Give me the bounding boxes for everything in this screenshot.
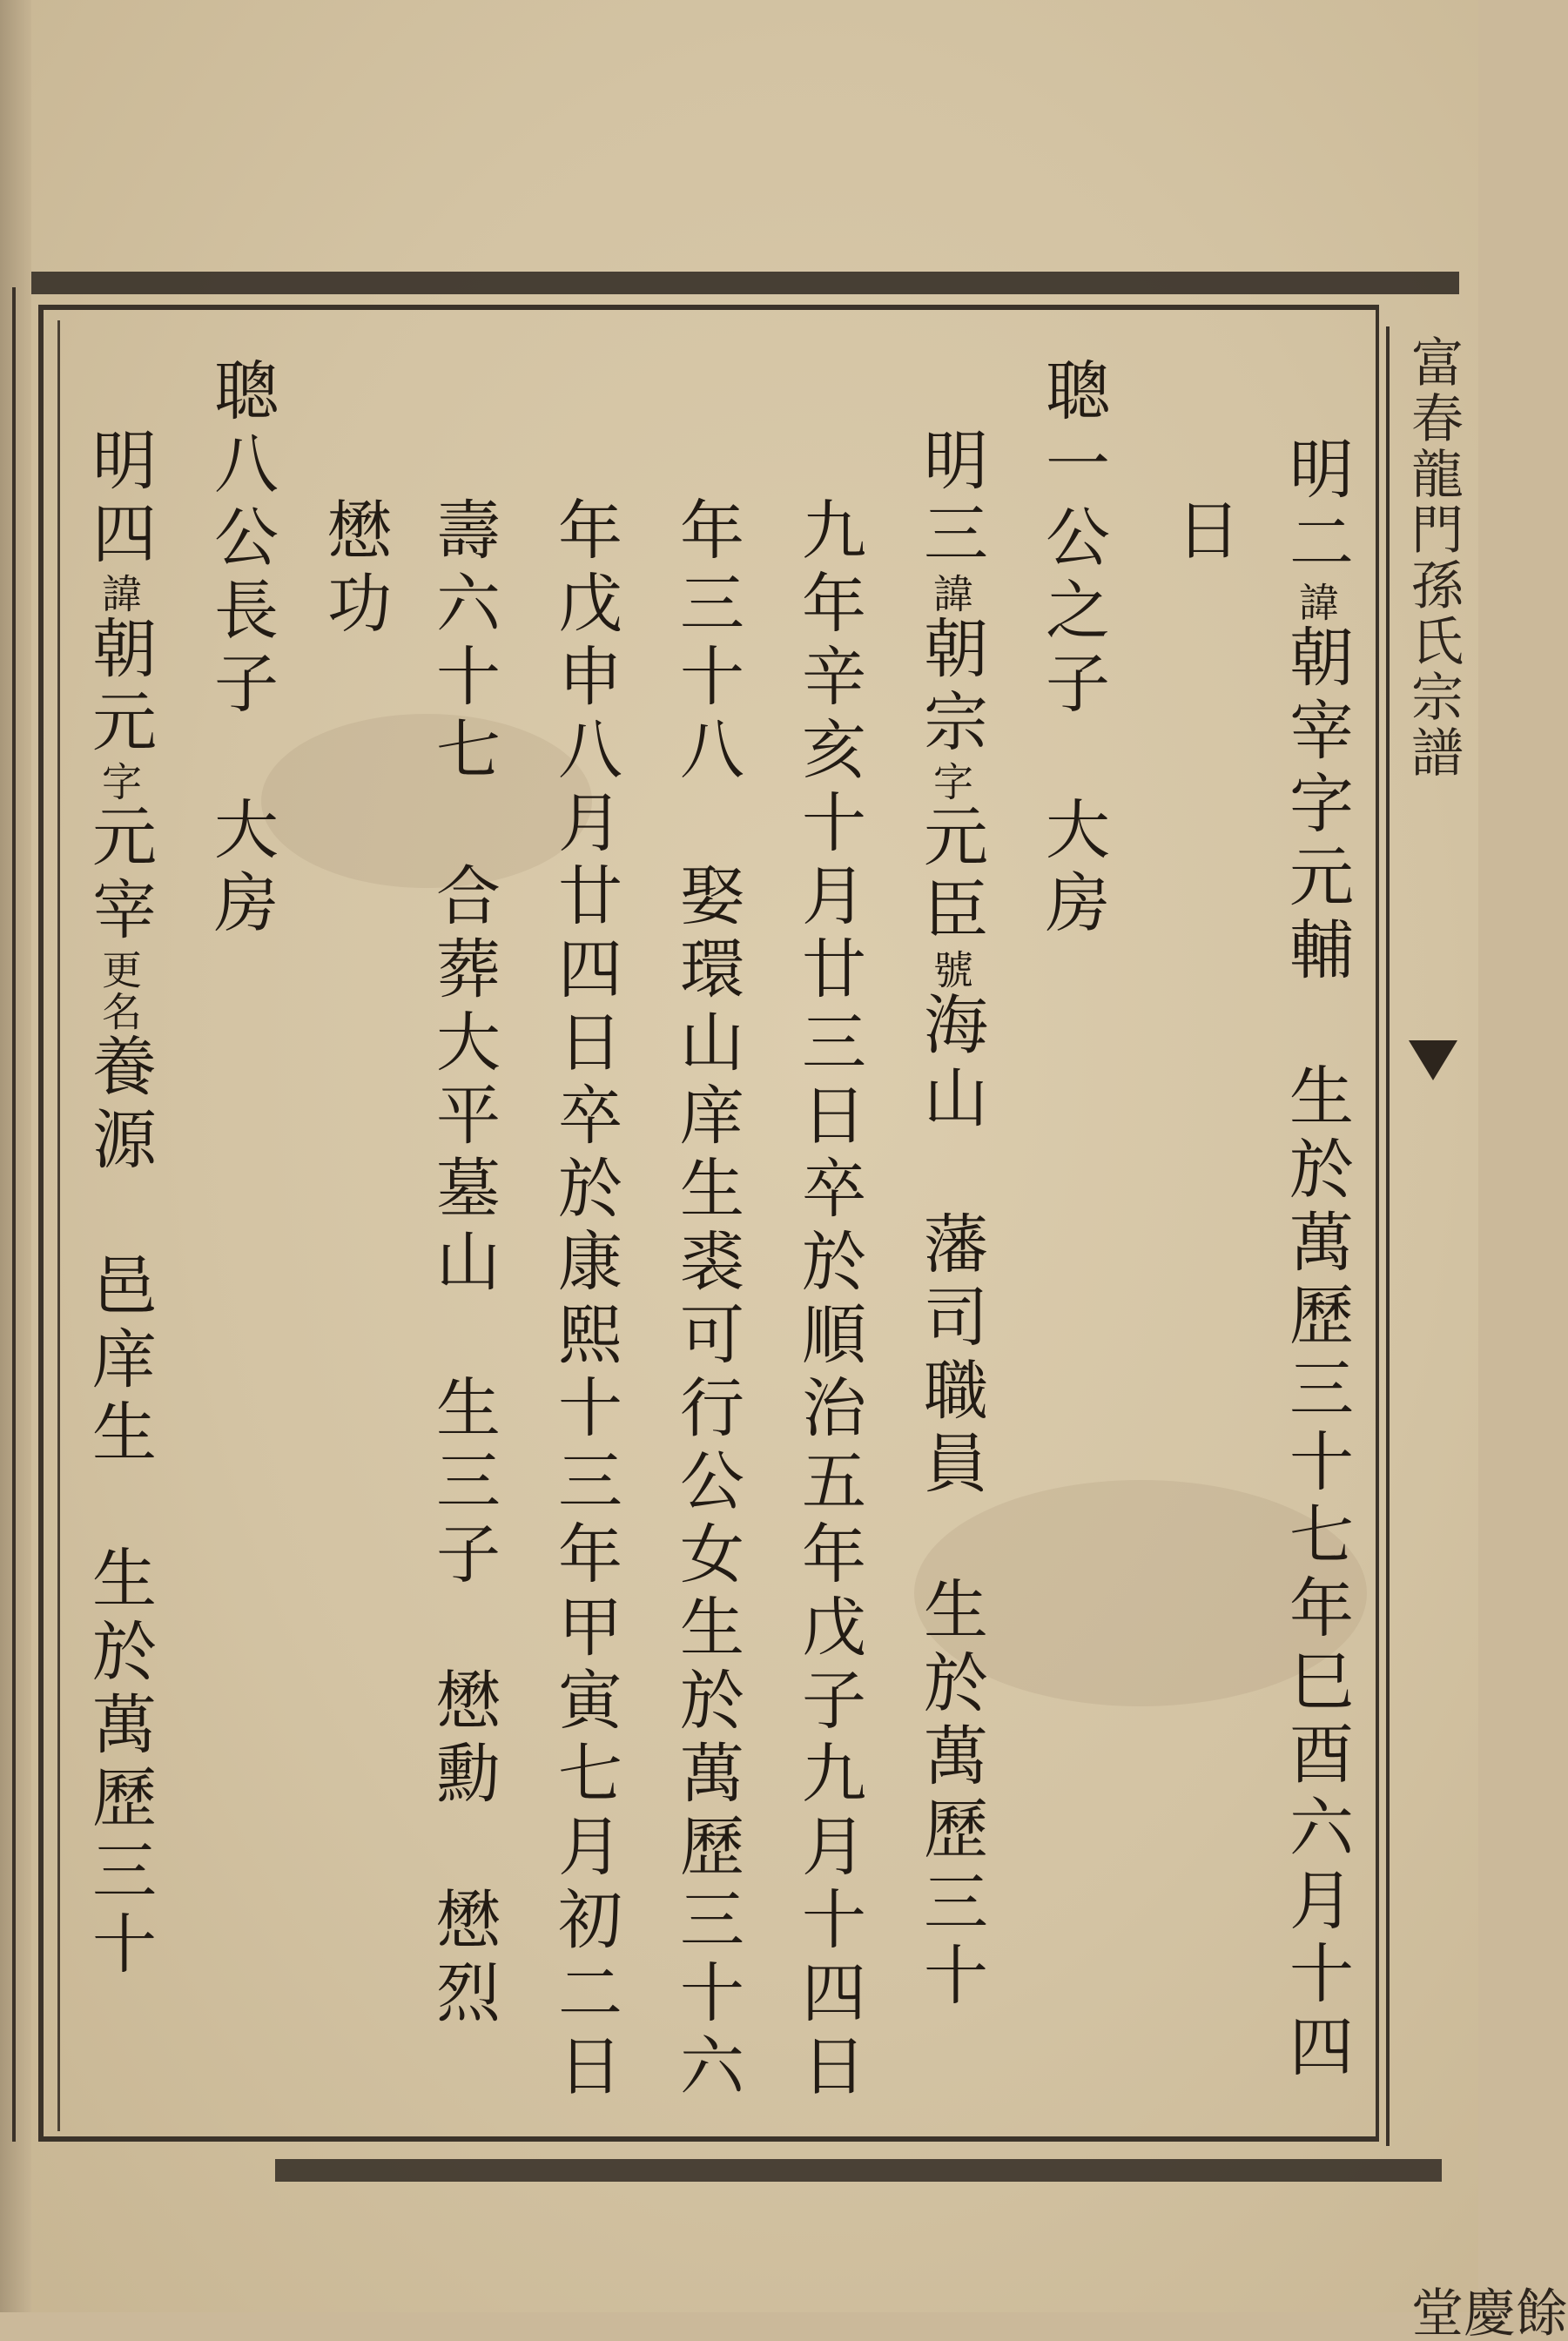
text-column-1	[1279, 435, 1354, 2086]
column-text: 養源 邑庠生 生於萬歷三十	[82, 1033, 157, 1983]
text-column-10	[204, 357, 279, 942]
fold-margin	[1402, 326, 1568, 2341]
adjacent-page-border	[12, 287, 16, 2142]
hall-name: 餘慶堂	[1403, 2285, 1568, 2341]
binding-edge	[0, 0, 31, 2312]
small-note: 號	[927, 949, 974, 991]
column-text: 朝元	[82, 615, 157, 761]
column-text: 年戊申八月廿四日卒於康熙十三年甲寅七月初二日	[548, 496, 622, 2105]
person-name: 明四	[82, 427, 157, 573]
column-text: 聰八公長子 大房	[204, 357, 279, 942]
text-column-3	[1035, 357, 1110, 942]
text-column-2	[1166, 496, 1241, 569]
small-note: 諱	[927, 573, 974, 615]
fold-border-line	[1386, 326, 1390, 2146]
text-column-4	[913, 427, 988, 2015]
person-name: 明三	[913, 427, 988, 573]
text-column-5	[791, 496, 866, 2105]
column-text: 日	[1166, 496, 1241, 569]
column-text: 元臣	[913, 803, 988, 949]
column-text: 聰一公之子 大房	[1035, 357, 1110, 942]
bottom-border-bar	[275, 2159, 1442, 2182]
column-text: 元宰	[82, 803, 157, 949]
column-text: 年三十八 娶環山庠生裘可行公女生於萬歷三十六	[670, 496, 744, 2105]
small-note: 諱	[96, 573, 143, 615]
text-column-9	[317, 496, 392, 642]
text-column-7	[548, 496, 622, 2105]
fish-tail-mark	[1409, 1040, 1457, 1080]
column-text: 海山 藩司職員 生於萬歷三十	[913, 991, 988, 2015]
small-note: 字	[96, 761, 143, 803]
column-text: 朝宰字元輔 生於萬歷三十七年巳酉六月十四	[1279, 623, 1354, 2086]
person-name: 明二	[1279, 435, 1354, 582]
column-text: 懋功	[317, 496, 392, 642]
small-note: 字	[927, 761, 974, 803]
genealogy-title: 富春龍門孫氏宗譜	[1403, 335, 1464, 781]
text-column-6	[670, 496, 744, 2105]
small-note: 諱	[1293, 582, 1340, 623]
text-column-8	[426, 496, 501, 2032]
column-text: 壽六十七 合葬大平墓山 生三子 懋勳 懋烈	[426, 496, 501, 2032]
small-note: 更名	[96, 949, 143, 1033]
column-text: 朝宗	[913, 615, 988, 761]
top-border-bar	[31, 272, 1459, 294]
text-column-11	[82, 427, 157, 1983]
column-text: 九年辛亥十月廿三日卒於順治五年戊子九月十四日	[791, 496, 866, 2105]
frame-inner-line	[57, 320, 60, 2131]
